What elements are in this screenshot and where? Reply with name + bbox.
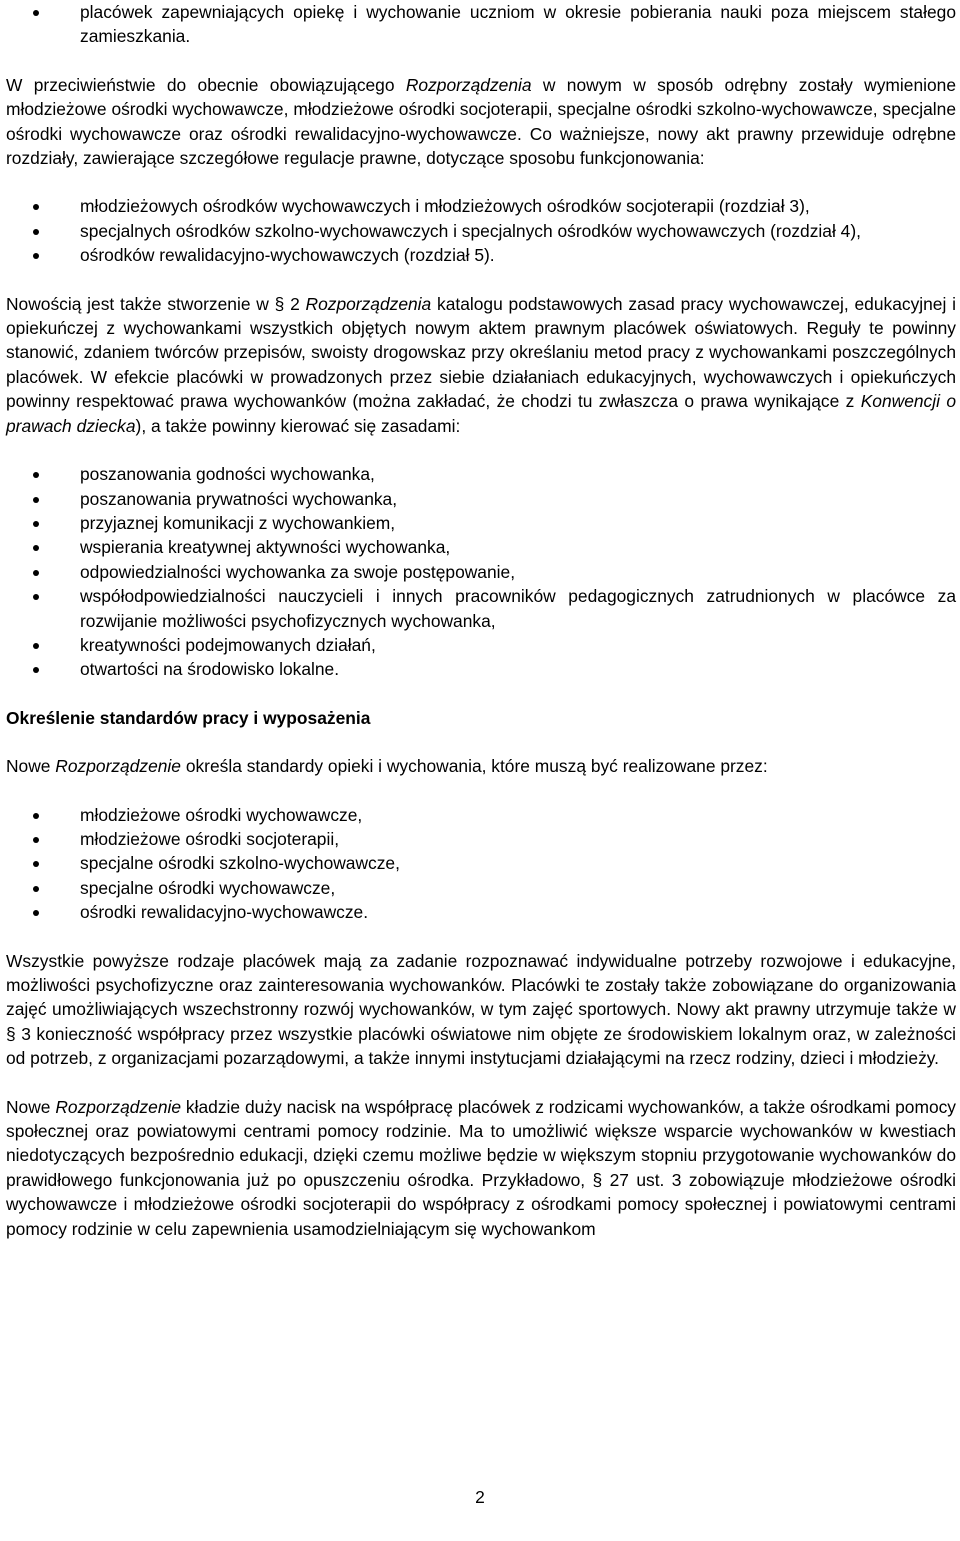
facilities-list xyxy=(6,803,956,925)
section-heading: Określenie standardów pracy i wyposażenia xyxy=(6,707,371,728)
list-item: odpowiedzialności wychowanka za swoje postępowanie, xyxy=(6,560,956,584)
chapters-list xyxy=(6,194,956,267)
list-item: ośrodków rewalidacyjno-wychowawczych (rozdział 5). xyxy=(6,243,956,267)
list-item: specjalnych ośrodków szkolno-wychowawczych i specjalnych ośrodków wychowawczych (rozdział 4), xyxy=(6,219,956,243)
page-number: 2 xyxy=(475,1487,485,1507)
paragraph-1: W przeciwieństwie do obecnie obowiązującego Rozporządzenia w nowym w sposób odrębny zostały wymienione młodzieżowe ośrodki wychowawcze, młodzieżowe ośrodki socjoterapii, specjalne ośrodki szkolno-wychowawcze, specjalne ośrodki wychowawcze oraz ośrodki rewalidacyjno-wychowawcze. Co ważniejsze, nowy akt prawny przewiduje odrębne rozdziały, zawierające szczegółowe regulacje prawne, dotyczące sposobu funkcjonowania: xyxy=(6,74,956,169)
list-item: przyjaznej komunikacji z wychowankiem, xyxy=(6,511,956,535)
list-item: młodzieżowych ośrodków wychowawczych i młodzieżowych ośrodków socjoterapii (rozdział 3), xyxy=(6,194,956,218)
paragraph-4: Wszystkie powyższe rodzaje placówek mają za zadanie rozpoznawać indywidualne potrzeby rozwojowe i edukacyjne, możliwości psychofizyczne oraz zainteresowania wychowanków. Placówki te zostały także zobowiązane do organizowania zajęć umożliwiających wszechstronny rozwój wychowanków, w tym zajęć sportowych. Nowy akt prawny utrzymuje także w § 3 konieczność współpracy przez wszystkie placówki oświatowe nim objęte ze środowiskiem lokalnym oraz, w zależności od potrzeb, z organizacjami pozarządowymi, a także innymi instytucjami działającymi na rzecz rodziny, dzieci i młodzieży. xyxy=(6,950,956,1069)
list-item: kreatywności podejmowanych działań, xyxy=(6,633,956,657)
list-item: specjalne ośrodki wychowawcze, xyxy=(6,876,956,900)
principles-list xyxy=(6,462,956,682)
paragraph-5: Nowe Rozporządzenie kładzie duży nacisk na współpracę placówek z rodzicami wychowanków, a także ośrodkami pomocy społecznej oraz powiatowymi centrami pomocy rodzinie. Ma to umożliwić większe wsparcie wychowanków w kwestiach niedotyczących bezpośrednio edukacji, dzięki czemu możliwe będzie w większym stopniu przygotowanie wychowanków do prawidłowego funkcjonowania już po opuszczeniu ośrodka. Przykładowo, § 27 ust. 3 zobowiązuje młodzieżowe ośrodki wychowawcze i młodzieżowe ośrodki socjoterapii do współpracy z ośrodkami pomocy społecznej i powiatowymi centrami pomocy rodzinie w celu zapewnienia usamodzielniającym się wychowankom xyxy=(6,1096,957,1239)
paragraph-3: Nowe Rozporządzenie określa standardy opieki i wychowania, które muszą być realizowane przez: xyxy=(6,756,768,777)
list-item: placówek zapewniających opiekę i wychowanie uczniom w okresie pobierania nauki poza miejscem stałego zamieszkania. xyxy=(6,0,956,49)
list-item: współodpowiedzialności nauczycieli i innych pracowników pedagogicznych zatrudnionych w placówce za rozwijanie możliwości psychofizycznych wychowanka, xyxy=(6,584,956,633)
document-page xyxy=(6,0,956,1241)
list-item: młodzieżowe ośrodki wychowawcze, xyxy=(6,803,956,827)
list-item: młodzieżowe ośrodki socjoterapii, xyxy=(6,827,956,851)
list-item: poszanowania prywatności wychowanka, xyxy=(6,487,956,511)
list-item: specjalne ośrodki szkolno-wychowawcze, xyxy=(6,851,956,875)
paragraph-2: Nowością jest także stworzenie w § 2 Rozporządzenia katalogu podstawowych zasad pracy wychowawczej, edukacyjnej i opiekuńczej z wychowankami wszystkich objętych nowym aktem prawnym placówek oświatowych. Reguły te powinny stanowić, zdaniem twórców przepisów, swoisty drogowskaz przy określaniu metod pracy z wychowankami poszczególnych placówek. W efekcie placówki w prowadzonych przez siebie działaniach edukacyjnych, wychowawczych i opiekuńczych powinny respektować prawa wychowanków (można zakładać, że chodzi tu zwłaszcza o prawa wynikające z Konwencji o prawach dziecka), a także powinny kierować się zasadami: xyxy=(6,293,956,436)
list-item: ośrodki rewalidacyjno-wychowawcze. xyxy=(6,900,956,924)
intro-list xyxy=(6,0,956,49)
list-item: wspierania kreatywnej aktywności wychowanka, xyxy=(6,535,956,559)
list-item: otwartości na środowisko lokalne. xyxy=(6,657,956,681)
list-item: poszanowania godności wychowanka, xyxy=(6,462,956,486)
